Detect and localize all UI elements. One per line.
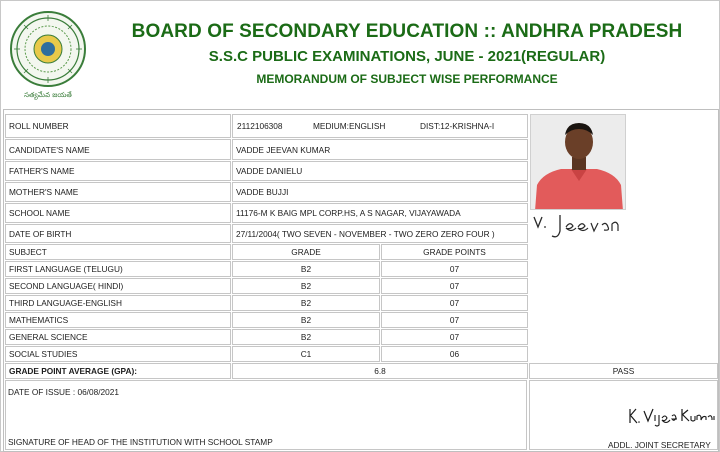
subject-name: SOCIAL STUDIES (5, 346, 231, 362)
father-name-label: FATHER'S NAME (5, 161, 231, 181)
memo-title: MEMORANDUM OF SUBJECT WISE PERFORMANCE (256, 72, 558, 86)
candidate-signature-image (530, 209, 626, 242)
roll-number-label: ROLL NUMBER (5, 114, 231, 138)
candidate-photo-image (531, 115, 626, 210)
secretary-signature-box (529, 380, 718, 450)
subject-grade: B2 (232, 295, 380, 311)
roll-number-row (232, 114, 528, 138)
document-header (1, 1, 720, 105)
school-name-label: SCHOOL NAME (5, 203, 231, 223)
subject-name: SECOND LANGUAGE( HINDI) (5, 278, 231, 294)
grade-points-column-header: GRADE POINTS (381, 244, 528, 260)
exam-title: S.S.C PUBLIC EXAMINATIONS, JUNE - 2021(REGULAR) (208, 48, 606, 65)
medium-value: MEDIUM:ENGLISH (313, 121, 386, 131)
date-of-issue: DATE OF ISSUE : 06/08/2021 (8, 387, 119, 397)
secretary-signature-image (626, 405, 716, 427)
candidate-signature (530, 209, 626, 242)
subject-name: THIRD LANGUAGE-ENGLISH (5, 295, 231, 311)
issue-details-box (5, 380, 527, 450)
mother-name-value: VADDE BUJJI (232, 182, 528, 202)
board-title: BOARD OF SECONDARY EDUCATION :: ANDHRA PRADESH (131, 21, 683, 42)
state-emblem-icon (7, 9, 89, 101)
gpa-value: 6.8 (232, 363, 528, 379)
father-name-value: VADDE DANIELU (232, 161, 528, 181)
date-of-birth-value: 27/11/2004( TWO SEVEN - NOVEMBER - TWO ZERO ZERO FOUR ) (232, 224, 528, 243)
secretary-title: ADDL. JOINT SECRETARY (608, 440, 711, 450)
gpa-label: GRADE POINT AVERAGE (GPA): (5, 363, 231, 379)
result-status: PASS (529, 363, 718, 379)
subject-name: GENERAL SCIENCE (5, 329, 231, 345)
candidate-name-label: CANDIDATE'S NAME (5, 139, 231, 160)
subject-grade: B2 (232, 329, 380, 345)
subject-name: FIRST LANGUAGE (TELUGU) (5, 261, 231, 277)
subject-column-header: SUBJECT (5, 244, 231, 260)
grade-column-header: GRADE (232, 244, 380, 260)
subject-name: MATHEMATICS (5, 312, 231, 328)
emblem-caption: సత్యమేవ జయతే (24, 91, 72, 99)
district-value: DIST:12-KRISHNA-I (420, 121, 495, 131)
mother-name-label: MOTHER'S NAME (5, 182, 231, 202)
subject-grade-points: 07 (381, 278, 528, 294)
subject-grade-points: 07 (381, 295, 528, 311)
candidate-photo (530, 114, 626, 210)
date-of-birth-label: DATE OF BIRTH (5, 224, 231, 243)
subject-grade: C1 (232, 346, 380, 362)
subject-grade: B2 (232, 312, 380, 328)
head-signature-caption: SIGNATURE OF HEAD OF THE INSTITUTION WITH SCHOOL STAMP (8, 437, 273, 447)
subject-grade-points: 07 (381, 312, 528, 328)
subject-grade-points: 07 (381, 329, 528, 345)
candidate-name-value: VADDE JEEVAN KUMAR (232, 139, 528, 160)
subject-grade-points: 06 (381, 346, 528, 362)
subject-grade-points: 07 (381, 261, 528, 277)
roll-number-value: 2112106308 (237, 121, 283, 131)
school-name-value: 11176-M K BAIG MPL CORP.HS, A S NAGAR, VIJAYAWADA (232, 203, 528, 223)
subject-grade: B2 (232, 278, 380, 294)
subject-grade: B2 (232, 261, 380, 277)
